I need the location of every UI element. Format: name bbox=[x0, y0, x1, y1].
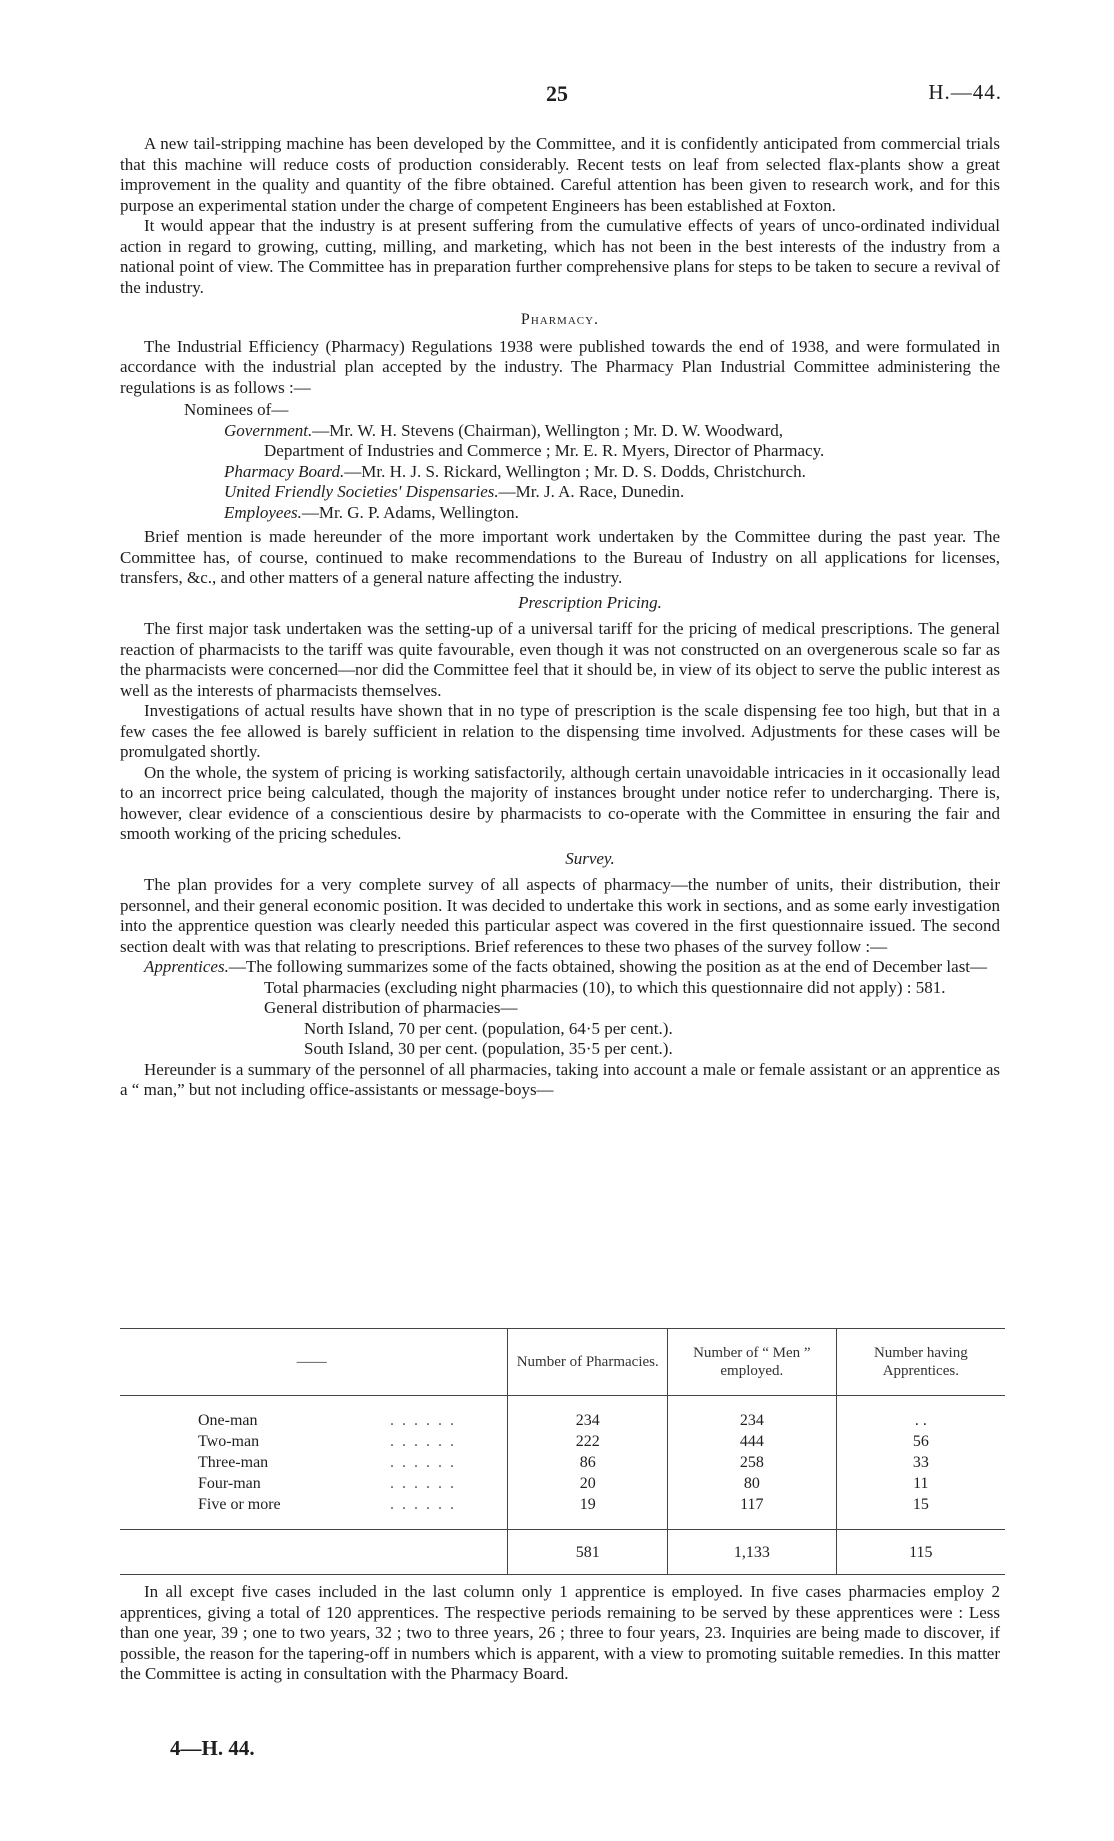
intro-paragraph-2: It would appear that the industry is at present suffering from the cumulative effects of years of unco-ordinated individual action in regard to growing, cutting, milling, and marketing, which has not been in the best interests of the industry from a national point of view. The Committee has in preparation further comprehensive plans for steps to be taken to secure a revival of the industry. bbox=[120, 216, 1000, 297]
nominee-text: —Mr. J. A. Race, Dunedin. bbox=[498, 482, 685, 501]
cell-men: 444 bbox=[667, 1431, 836, 1452]
row-label: Four-man bbox=[198, 1475, 261, 1492]
cell-apprentices: 56 bbox=[836, 1431, 1005, 1452]
nominee-friendly-societies bbox=[120, 482, 1000, 503]
cell-apprentices: 15 bbox=[836, 1494, 1005, 1515]
pricing-paragraph-3: On the whole, the system of pricing is working satisfactorily, although certain unavoidable intricacies in it occasionally lead to an incorrect price being calculated, though the majority of instances brought under notice refer to undercharging. There is, however, clear evidence of a conscientious desire by pharmacists to co-operate with the Committee in ensuring the fair and smooth working of the pricing schedules. bbox=[120, 762, 1000, 843]
table-row bbox=[120, 1473, 1005, 1494]
table-header-row bbox=[120, 1329, 1005, 1396]
pharmacy-paragraph-2: Brief mention is made hereunder of the more important work undertaken by the Committee during the past year. The Committee has, of course, continued to make recommendations to the Bureau of Industry on all applications for licenses, transfers, &c., and other matters of a general nature affecting the industry. bbox=[120, 527, 1000, 587]
nominee-label: Employees. bbox=[224, 502, 302, 522]
apprentices-paragraph bbox=[120, 957, 1000, 978]
cell-pharmacies: 19 bbox=[508, 1494, 668, 1515]
apprentices-label: Apprentices. bbox=[144, 957, 229, 976]
total-apprentices: 115 bbox=[836, 1530, 1005, 1575]
apprentices-text: —The following summarizes some of the facts obtained, showing the position as at the end of December last— bbox=[228, 957, 988, 976]
pricing-paragraph-1: The first major task undertaken was the setting-up of a universal tariff for the pricing of medical prescriptions. The general reaction of pharmacists to the tariff was quite favourable, even though it was not constructed on an overgenerous scale so far as the pharmacists were concerned—nor did the Committee feel that it should be, in view of its object to serve the public interest as well as the interests of pharmacists themselves. bbox=[120, 619, 1000, 700]
total-pharmacies: 581 bbox=[508, 1530, 668, 1575]
pharmacy-paragraph-1: The Industrial Efficiency (Pharmacy) Regulations 1938 were published towards the end of 1938, and were formulated in accordance with the industrial plan accepted by the industry. The Pharmacy Plan Industrial Committee administering the regulations is as follows :— bbox=[120, 336, 1000, 397]
cell-pharmacies: 234 bbox=[508, 1410, 668, 1431]
row-label: Three-man bbox=[198, 1454, 269, 1471]
pharmacy-heading: Pharmacy. bbox=[520, 311, 600, 328]
page-number: 25 bbox=[546, 81, 568, 106]
nominee-label: Pharmacy Board. bbox=[224, 461, 345, 481]
table-header-pharmacies: Number of Pharmacies. bbox=[508, 1329, 668, 1396]
summary-intro: Hereunder is a summary of the personnel of all pharmacies, taking into account a male or female assistant or an apprentice as a “ man,” but not including office-assistants or message-boys— bbox=[120, 1059, 1000, 1099]
nominee-label: United Friendly Societies' Dispensaries. bbox=[224, 482, 499, 501]
nominee-continuation: Department of Industries and Commerce ; Mr. E. R. Myers, Director of Pharmacy. bbox=[264, 441, 825, 460]
table-header-men: Number of “ Men ” employed. bbox=[667, 1329, 836, 1396]
nominee-government bbox=[120, 421, 1000, 462]
table-row bbox=[120, 1452, 1005, 1473]
cell-men: 117 bbox=[667, 1494, 836, 1515]
nominee-pharmacy-board bbox=[120, 462, 1000, 483]
cell-apprentices: 33 bbox=[836, 1452, 1005, 1473]
signature-mark: 4—H. 44. bbox=[170, 1736, 255, 1760]
leader-dots: . . . . . . bbox=[390, 1496, 456, 1513]
leader-dots: . . . . . . bbox=[390, 1475, 456, 1492]
total-pharmacies-line: Total pharmacies (excluding night pharmacies (10), to which this questionnaire did not apply) : 581. bbox=[264, 977, 946, 997]
cell-men: 80 bbox=[667, 1473, 836, 1494]
cell-men: 258 bbox=[667, 1452, 836, 1473]
nominee-text: —Mr. G. P. Adams, Wellington. bbox=[301, 502, 519, 522]
intro-paragraph-1: A new tail-stripping machine has been developed by the Committee, and it is confidently anticipated from commercial trials that this machine will reduce costs of production considerably. Recent tests on leaf from selected flax-plants show a great improvement in the quality and quantity of the fibre obtained. Careful attention has been given to research work, and for this purpose an experimental station under the charge of competent Engineers has been established at Foxton. bbox=[120, 134, 1000, 215]
nominee-text: —Mr. W. H. Stevens (Chairman), Wellington ; Mr. D. W. Woodward, bbox=[312, 420, 784, 440]
total-men: 1,133 bbox=[667, 1530, 836, 1575]
table-header-label: —— bbox=[120, 1329, 508, 1396]
nominee-employees bbox=[120, 503, 1000, 524]
distribution-heading: General distribution of pharmacies— bbox=[264, 998, 518, 1017]
north-island-line: North Island, 70 per cent. (population, 64·5 per cent.). bbox=[304, 1018, 673, 1038]
cell-apprentices: . . bbox=[836, 1410, 1005, 1431]
personnel-summary-table bbox=[120, 1328, 1005, 1575]
row-label: One-man bbox=[198, 1412, 258, 1429]
survey-paragraph-1: The plan provides for a very complete survey of all aspects of pharmacy—the number of units, their distribution, their personnel, and their general economic position. It was decided to undertake this work in sections, and as some early investigation into the apprentice question was clearly needed this particular aspect was covered in the first questionnaire issued. The second section dealt with was that relating to prescriptions. Brief references to these two phases of the survey follow :— bbox=[120, 875, 1000, 956]
row-label: Two-man bbox=[198, 1433, 260, 1450]
row-label: Five or more bbox=[198, 1496, 281, 1513]
nominee-label: Government. bbox=[224, 420, 313, 440]
pricing-heading: Prescription Pricing. bbox=[518, 592, 662, 612]
cell-pharmacies: 20 bbox=[508, 1473, 668, 1494]
body-column bbox=[120, 134, 1000, 1101]
cell-men: 234 bbox=[667, 1410, 836, 1431]
table-total-row bbox=[120, 1530, 1005, 1575]
table-row bbox=[120, 1494, 1005, 1515]
closing-column bbox=[120, 1582, 1000, 1685]
survey-facts bbox=[120, 978, 1000, 1060]
pricing-paragraph-2: Investigations of actual results have shown that in no type of prescription is the scale dispensing fee too high, but that in a few cases the fee allowed is barely sufficient in relation to the dispensing time involved. Adjustments for these cases will be promulgated shortly. bbox=[120, 701, 1000, 761]
nominees-heading: Nominees of— bbox=[184, 400, 289, 419]
table-row bbox=[120, 1431, 1005, 1452]
closing-paragraph: In all except five cases included in the last column only 1 apprentice is employed. In five cases pharmacies employ 2 apprentices, giving a total of 120 apprentices. The respective periods remaining to be served by these apprentices were : Less than one year, 39 ; one to two years, 32 ; two to three years, 26 ; three to four years, 23. Inquiries are being made to discover, if possible, the reason for the tapering-off in numbers which is apparent, with a view to promoting suitable remedies. In this matter the Committee is acting in consultation with the Pharmacy Board. bbox=[120, 1582, 1000, 1683]
leader-dots: . . . . . . bbox=[390, 1412, 456, 1429]
document-reference: H.—44. bbox=[928, 80, 1002, 104]
nominee-text: —Mr. H. J. S. Rickard, Wellington ; Mr. D. S. Dodds, Christchurch. bbox=[344, 461, 806, 481]
cell-apprentices: 11 bbox=[836, 1473, 1005, 1494]
cell-pharmacies: 86 bbox=[508, 1452, 668, 1473]
leader-dots: . . . . . . bbox=[390, 1433, 456, 1450]
survey-heading: Survey. bbox=[565, 848, 615, 868]
table-row bbox=[120, 1410, 1005, 1431]
south-island-line: South Island, 30 per cent. (population, 35·5 per cent.). bbox=[304, 1039, 673, 1058]
leader-dots: . . . . . . bbox=[390, 1454, 456, 1471]
cell-pharmacies: 222 bbox=[508, 1431, 668, 1452]
table-header-apprentices: Number having Apprentices. bbox=[836, 1329, 1005, 1396]
